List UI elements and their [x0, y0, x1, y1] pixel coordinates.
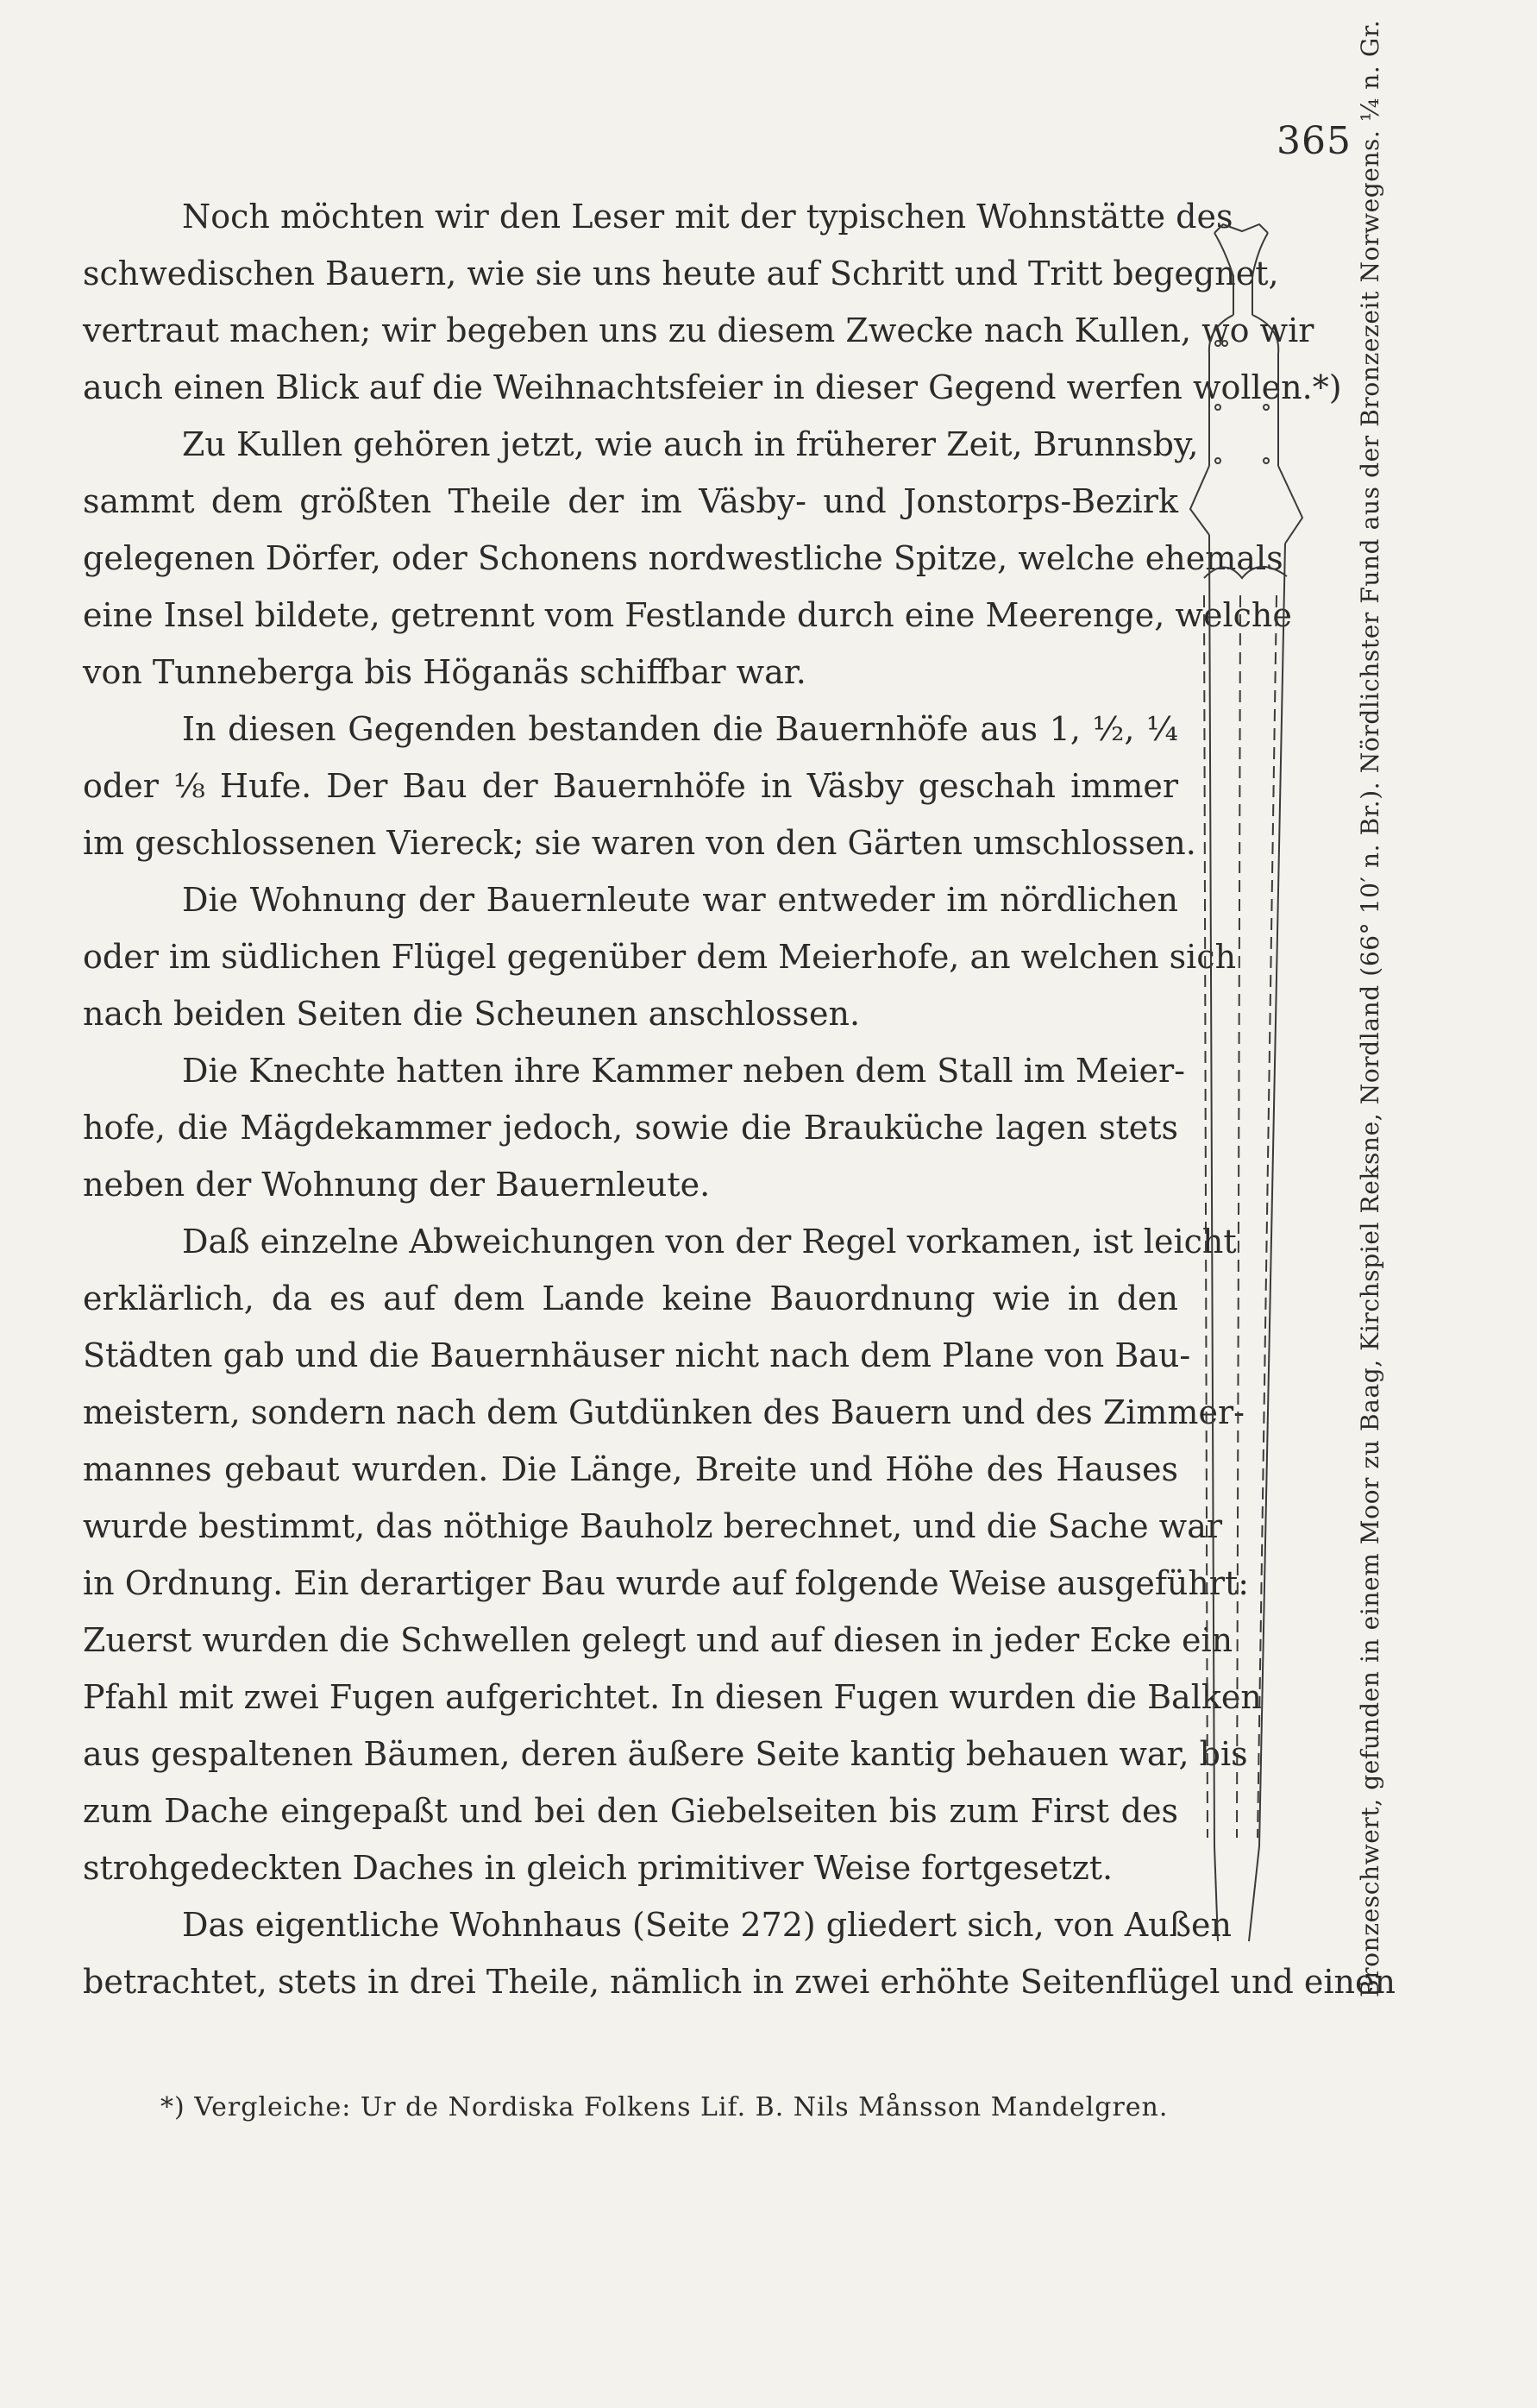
text-line: hofe, die Mägdekammer jedoch, sowie die Brauküche lagen stets: [83, 1109, 1178, 1147]
text-line: betrachtet, stets in drei Theile, nämlich in zwei erhöhte Seitenflügel und einen: [83, 1963, 1396, 2001]
text-line: sammt dem größten Theile der im Väsby- und Jonstorps-Bezirk: [83, 482, 1178, 520]
text-line: erklärlich, da es auf dem Lande keine Bauordnung wie in den: [83, 1279, 1178, 1317]
text-line: oder ⅛ Hufe. Der Bau der Bauernhöfe in Väsby geschah immer: [83, 767, 1178, 805]
text-line: Städten gab und die Bauernhäuser nicht nach dem Plane von Bau-: [83, 1336, 1191, 1374]
text-line: mannes gebaut wurden. Die Länge, Breite und Höhe des Hauses: [83, 1450, 1178, 1488]
footnote: *) Vergleiche: Ur de Nordiska Folkens Lif. B. Nils Månsson Mandelgren.: [160, 2092, 1169, 2122]
figure-caption: Bronzeschwert, gefunden in einem Moor zu Baag, Kirchspiel Reksne, Nordland (66° 10′ n. Br.). Nördlichster Fund aus der Bronzezeit Norwegens. ¼ n. Gr.: [1356, 19, 1384, 1997]
text-line: Pfahl mit zwei Fugen aufgerichtet. In diesen Fugen wurden die Balken: [83, 1678, 1262, 1716]
text-line: meistern, sondern nach dem Gutdünken des Bauern und des Zimmer-: [83, 1393, 1245, 1431]
text-line: in Ordnung. Ein derartiger Bau wurde auf folgende Weise ausgeführt:: [83, 1564, 1250, 1602]
text-line: wurde bestimmt, das nöthige Bauholz berechnet, und die Sache war: [83, 1507, 1223, 1545]
text-line: eine Insel bildete, getrennt vom Festlande durch eine Meerenge, welche: [83, 596, 1292, 634]
text-line: vertraut machen; wir begeben uns zu diesem Zwecke nach Kullen, wo wir: [83, 311, 1314, 349]
text-line: Die Knechte hatten ihre Kammer neben dem Stall im Meier-: [182, 1052, 1185, 1090]
text-line: Noch möchten wir den Leser mit der typischen Wohnstätte des: [182, 198, 1233, 236]
text-line: strohgedeckten Daches in gleich primitiver Weise fortgesetzt.: [83, 1849, 1114, 1887]
text-line: schwedischen Bauern, wie sie uns heute auf Schritt und Tritt begegnet,: [83, 255, 1279, 292]
page-number: 365: [1277, 119, 1352, 163]
text-line: In diesen Gegenden bestanden die Bauernhöfe aus 1, ½, ¼: [182, 710, 1178, 748]
text-line: Daß einzelne Abweichungen von der Regel vorkamen, ist leicht: [182, 1223, 1237, 1261]
text-line: von Tunneberga bis Höganäs schiffbar war.: [83, 653, 806, 691]
bronze-sword-illustration: [1173, 216, 1320, 1976]
text-line: im geschlossenen Viereck; sie waren von den Gärten umschlossen.: [83, 824, 1196, 862]
text-line: auch einen Blick auf die Weihnachtsfeier in dieser Gegend werfen wollen.*): [83, 368, 1342, 406]
text-line: neben der Wohnung der Bauernleute.: [83, 1166, 711, 1204]
text-line: gelegenen Dörfer, oder Schonens nordwestliche Spitze, welche ehemals: [83, 539, 1283, 577]
text-line: Die Wohnung der Bauernleute war entweder im nördlichen: [182, 881, 1178, 919]
sword-figure: [1173, 216, 1320, 1979]
text-line: aus gespaltenen Bäumen, deren äußere Seite kantig behauen war, bis: [83, 1735, 1248, 1773]
text-line: Das eigentliche Wohnhaus (Seite 272) gliedert sich, von Außen: [182, 1906, 1232, 1944]
text-line: Zuerst wurden die Schwellen gelegt und auf diesen in jeder Ecke ein: [83, 1621, 1233, 1659]
text-line: Zu Kullen gehören jetzt, wie auch in früherer Zeit, Brunnsby,: [182, 425, 1199, 463]
text-line: nach beiden Seiten die Scheunen anschlossen.: [83, 995, 861, 1033]
text-line: oder im südlichen Flügel gegenüber dem Meierhofe, an welchen sich: [83, 938, 1237, 976]
text-line: zum Dache eingepaßt und bei den Giebelseiten bis zum First des: [83, 1792, 1178, 1830]
